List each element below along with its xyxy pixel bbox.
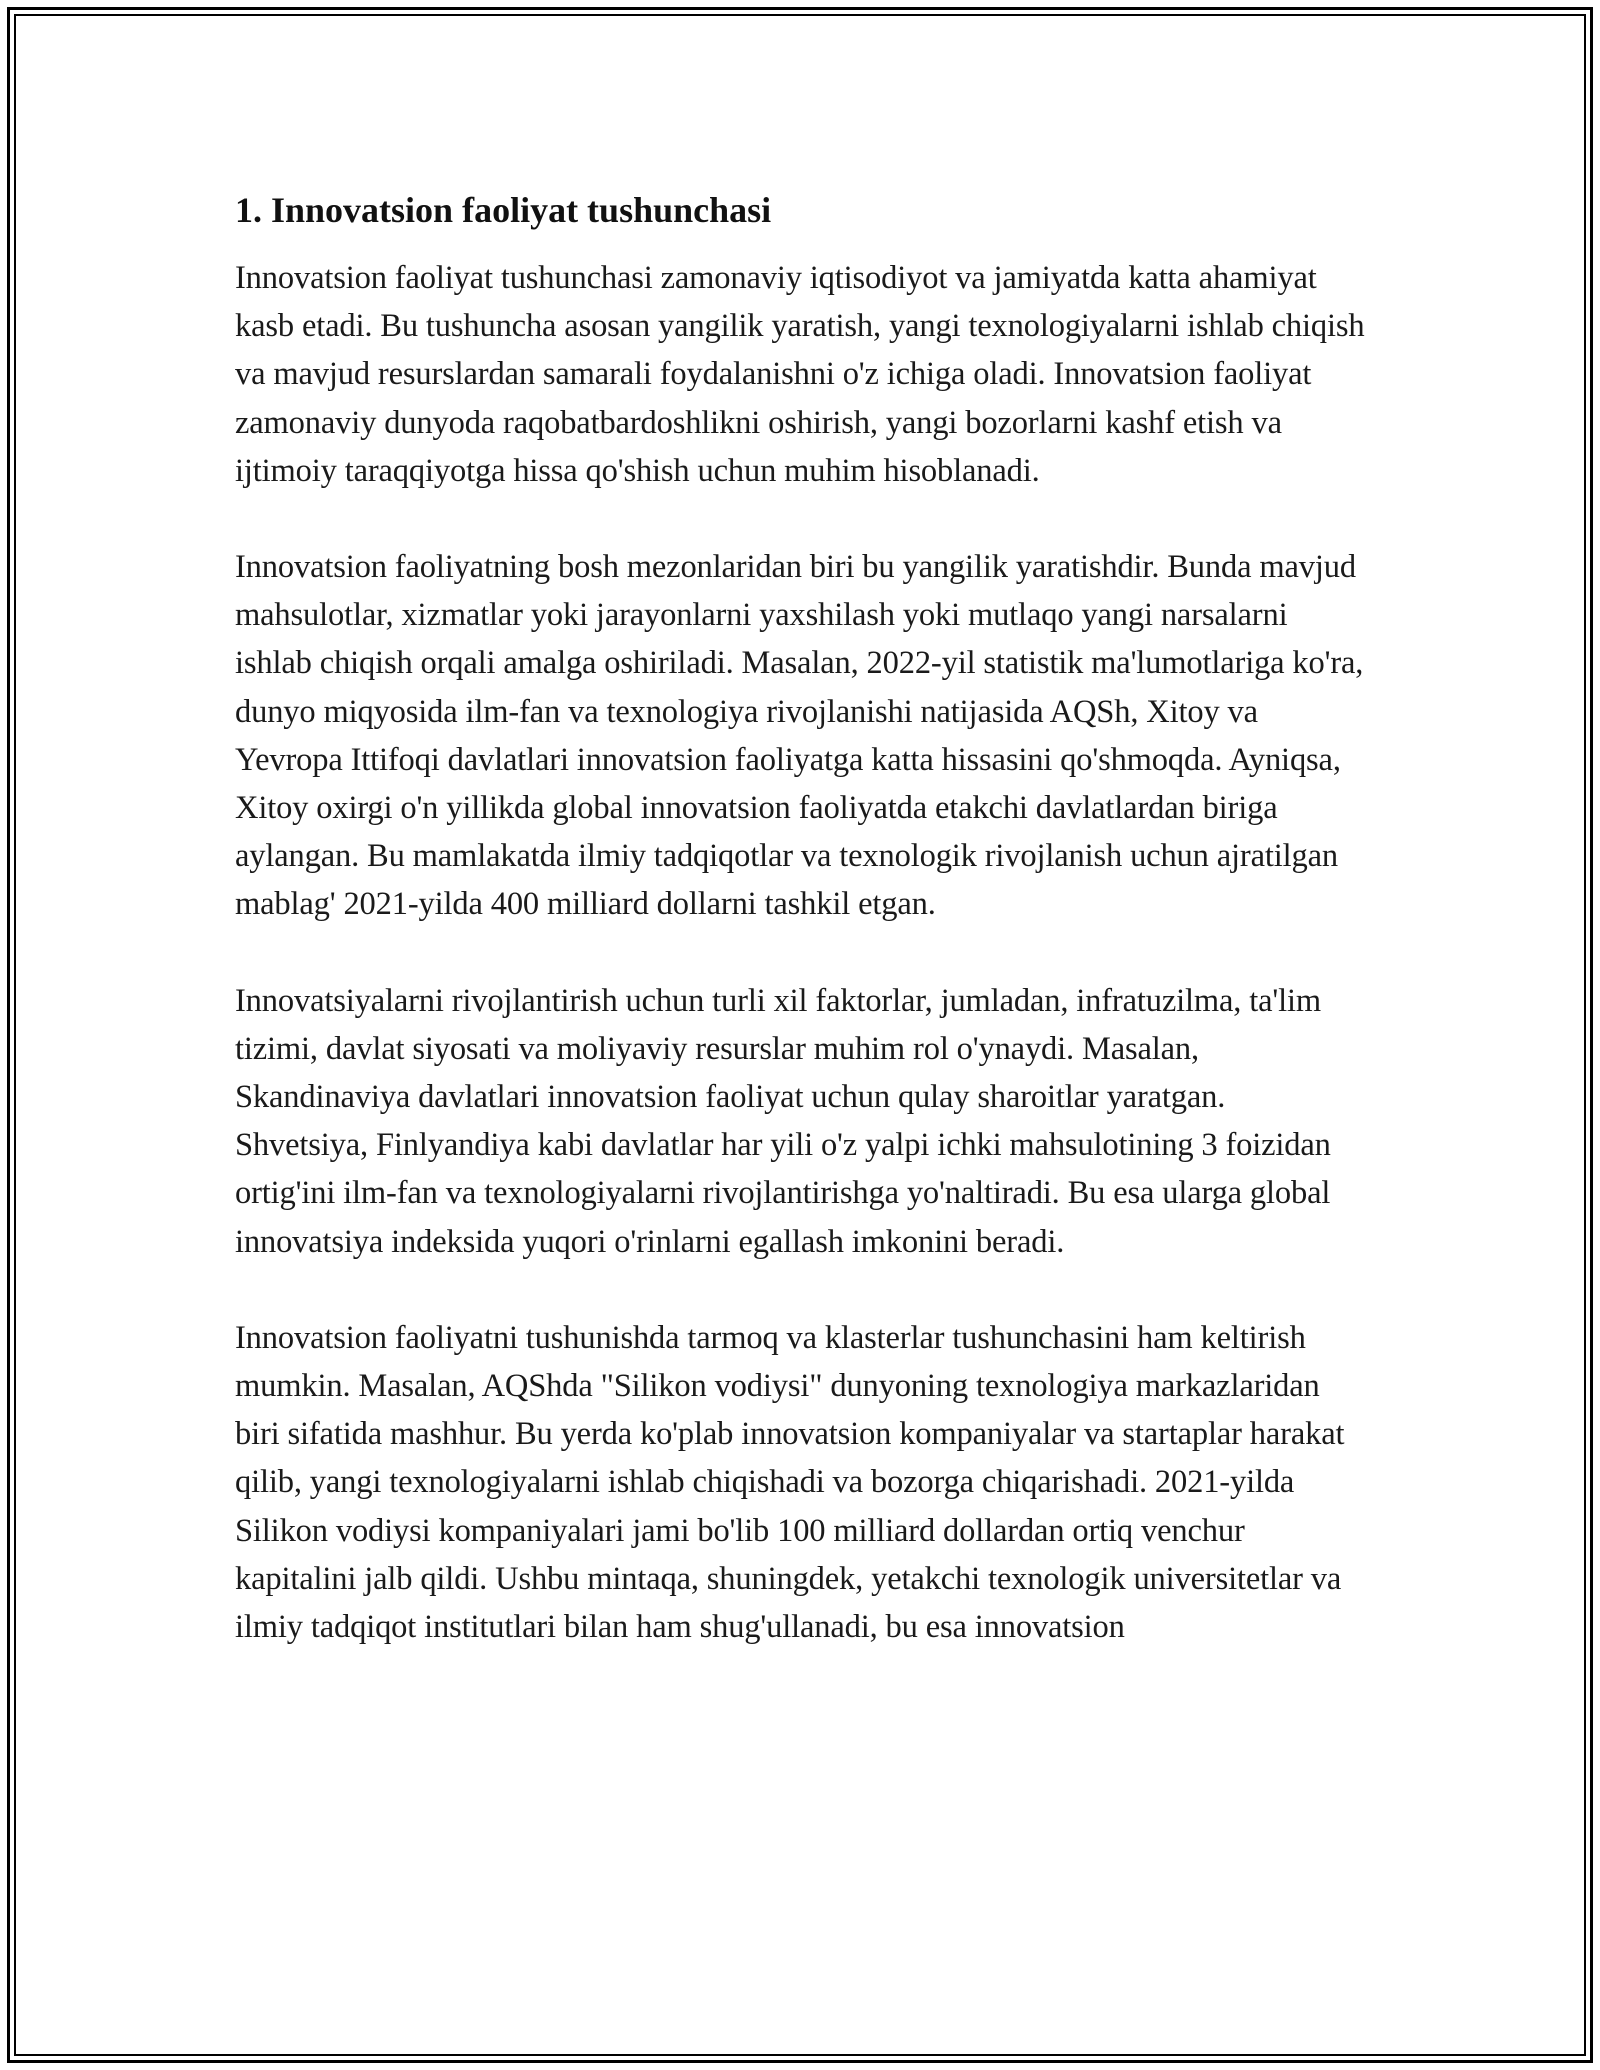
paragraph-2: Innovatsion faoliyatning bosh mezonlaridan biri bu yangilik yaratishdir. Bunda mavjud mahsulotlar, xizmatlar yoki jarayonlarni yaxshilash yoki mutlaqo yangi narsalarni ishlab chiqish orqali amalga oshiriladi. Masalan, 2022-yil statistik ma'lumotlariga ko'ra, dunyo miqyosida ilm-fan va texnologiya rivojlanishi natijasida AQSh, Xitoy va Yevropa Ittifoqi davlatlari innovatsion faoliyatga katta hissasini qo'shmoqda. Ayniqsa, Xitoy oxirgi o'n yillikda global innovatsion faoliyatda etakchi davlatlardan biriga aylangan. Bu mamlakatda ilmiy tadqiqotlar va texnologik rivojlanish uchun ajratilgan mablag' 2021-yilda 400 milliard dollarni tashkil etgan.: [235, 549, 1364, 923]
paragraph-1: Innovatsion faoliyat tushunchasi zamonaviy iqtisodiyot va jamiyatda katta ahamiyat kasb etadi. Bu tushuncha asosan yangilik yaratish, yangi texnologiyalarni ishlab chiqish va mavjud resurslardan samarali foydalanishni o'z ichiga oladi. Innovatsion faoliyat zamonaviy dunyoda raqobatbardoshlikni oshirish, yangi bozorlarni kashf etish va ijtimoiy taraqqiyotga hissa qo'shish uchun muhim hisoblanadi.: [235, 260, 1365, 489]
section-heading: 1. Innovatsion faoliyat tushunchasi: [235, 190, 772, 230]
paragraph-4: Innovatsion faoliyatni tushunishda tarmoq va klasterlar tushunchasini ham keltirish mumkin. Masalan, AQShda "Silikon vodiysi" dunyoning texnologiya markazlaridan biri sifatida mashhur. Bu yerda ko'plab innovatsion kompaniyalar va startaplar harakat qilib, yangi texnologiyalarni ishlab chiqishadi va bozorga chiqarishadi. 2021-yilda Silikon vodiysi kompaniyalari jami bo'lib 100 milliard dollardan ortiq venchur kapitalini jalb qildi. Ushbu mintaqa, shuningdek, yetakchi texnologik universitetlar va ilmiy tadqiqot institutlari bilan ham shug'ullanadi, bu esa innovatsion: [235, 1319, 1345, 1646]
document-body: [235, 188, 1365, 1699]
paragraph-3: Innovatsiyalarni rivojlantirish uchun turli xil faktorlar, jumladan, infratuzilma, ta'lim tizimi, davlat siyosati va moliyaviy resurslar muhim rol o'ynaydi. Masalan, Skandinaviya davlatlari innovatsion faoliyat uchun qulay sharoitlar yaratgan. Shvetsiya, Finlyandiya kabi davlatlar har yili o'z yalpi ichki mahsulotining 3 foizidan ortig'ini ilm-fan va texnologiyalarni rivojlantirishga yo'naltiradi. Bu esa ularga global innovatsiya indeksida yuqori o'rinlarni egallash imkonini beradi.: [235, 982, 1331, 1260]
